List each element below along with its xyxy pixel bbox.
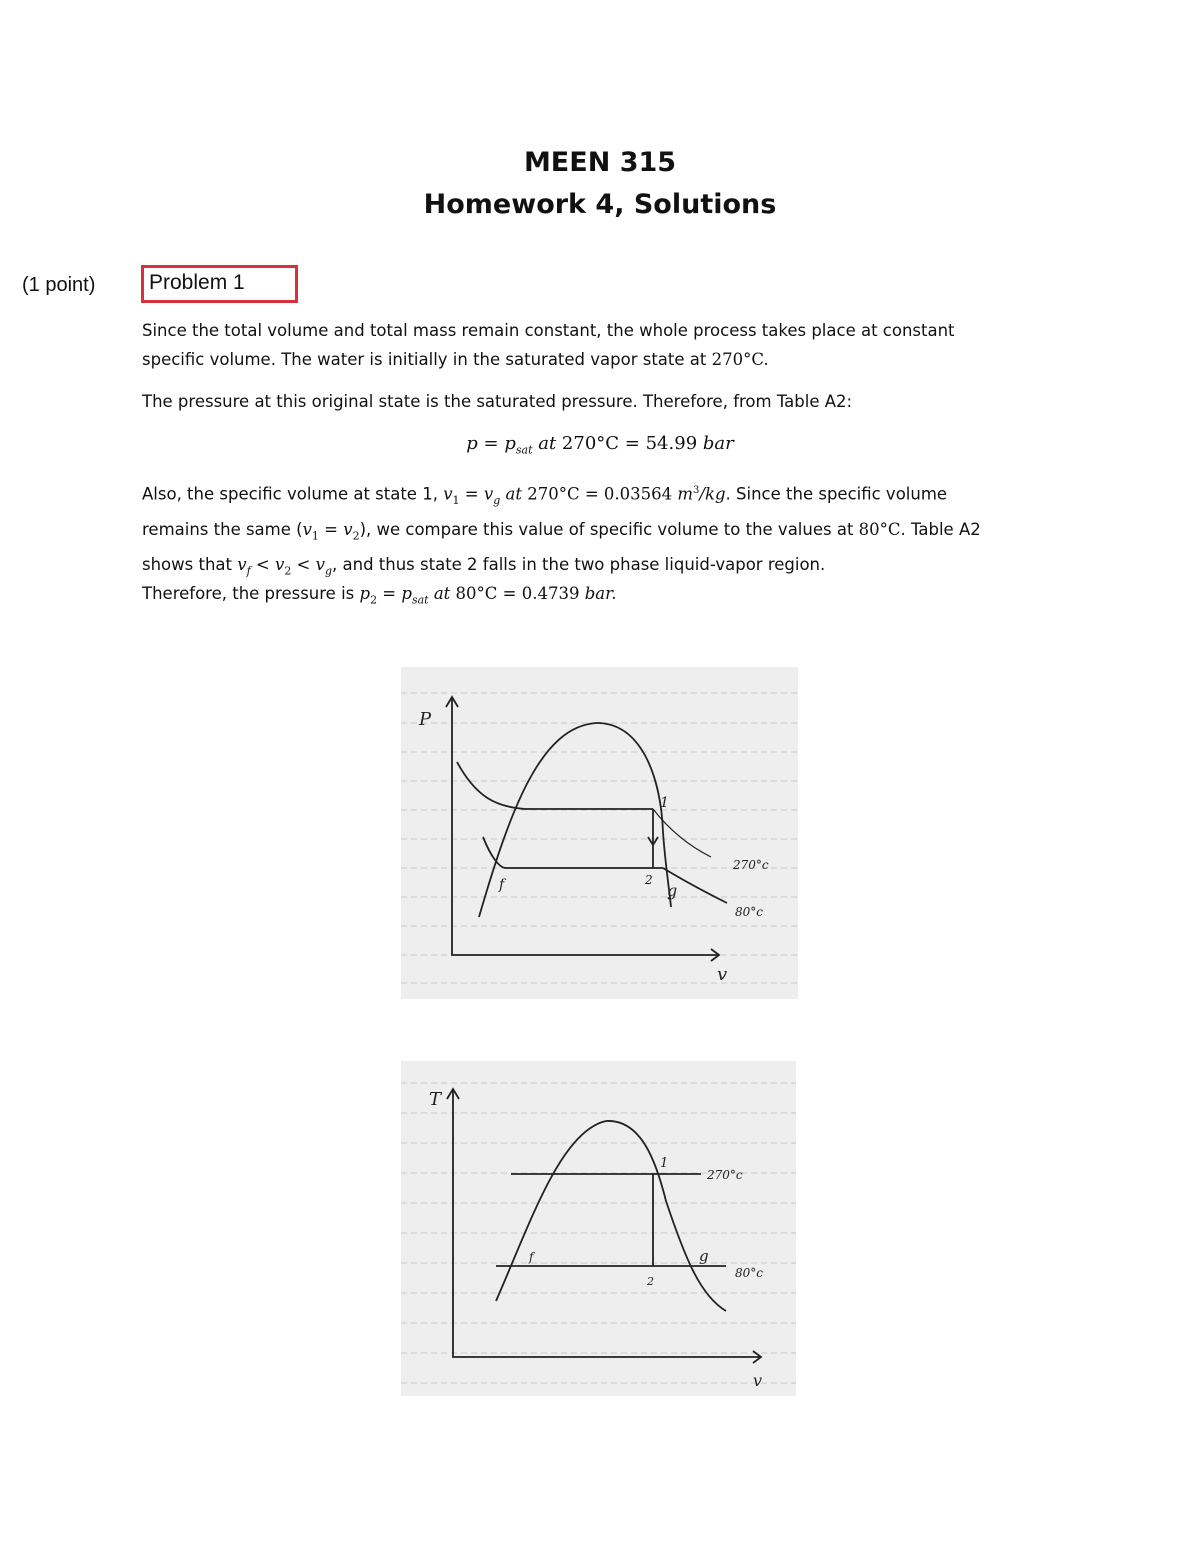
tv-axis-x-label: v — [753, 1371, 763, 1390]
eq-temp: 270°C — [561, 433, 620, 454]
pv-diagram-svg — [401, 667, 798, 999]
tv-iso-270-label: 270°c — [707, 1168, 743, 1182]
tv-iso-80-label: 80°c — [735, 1266, 763, 1280]
paragraph-1 — [142, 316, 1072, 374]
pv-state-1: 1 — [660, 795, 669, 811]
tv-axes — [453, 1089, 761, 1357]
p3-text-g: , and thus state 2 falls in the two phase liquid-vapor region. — [332, 555, 826, 575]
course-title: MEEN 315 — [523, 147, 677, 178]
eq-unit: bar — [702, 433, 734, 454]
tv-state-2: 2 — [647, 1275, 654, 1288]
p1-temp: 270°C. — [711, 350, 769, 369]
p3-v1-sub: 1 — [452, 493, 460, 507]
p3-text-f: shows that — [142, 555, 238, 575]
pv-axes — [452, 697, 719, 955]
p1-line2: specific volume. The water is initially in the saturated vapor state at — [142, 350, 712, 369]
pv-axis-y-label: P — [419, 709, 432, 730]
eq-value: 54.99 — [645, 433, 698, 454]
p3-temp2: 80°C — [858, 519, 901, 539]
tv-label-f: f — [529, 1250, 534, 1264]
problem-label-box: Problem 1 — [141, 265, 298, 303]
p4-text-a: Therefore, the pressure is — [142, 584, 360, 603]
tv-state-1: 1 — [660, 1156, 669, 1171]
points-label: (1 point) — [22, 274, 96, 296]
p3-text-d: ), we compare this value of specific volume to the values at — [359, 519, 859, 539]
pressure-equation: $p = p_{sat}$ at 270°C = 54.99 bar — [466, 433, 734, 457]
p4-unit: bar. — [584, 584, 617, 603]
tv-axis-y-label: T — [429, 1089, 442, 1110]
tv-saturation-dome — [496, 1121, 726, 1311]
pv-diagram — [401, 667, 798, 999]
page-title: Homework 4, Solutions — [423, 189, 777, 220]
eq-sat-sub: sat — [515, 443, 533, 457]
p3-text-e: . Table A2 — [900, 519, 981, 539]
p3-text-a: Also, the specific volume at state 1, — [142, 484, 444, 504]
paragraph-2: The pressure at this original state is the saturated pressure. Therefore, from Table A2: — [142, 392, 853, 411]
p4-temp: 80°C — [455, 584, 498, 603]
pv-label-f: f — [499, 877, 505, 893]
p3-text-c: remains the same ( — [142, 519, 303, 539]
pv-iso-80-label: 80°c — [735, 905, 763, 919]
eq-p: p — [466, 433, 478, 454]
tv-diagram — [401, 1061, 796, 1396]
tv-label-g: g — [699, 1247, 709, 1265]
p3-vg: v — [483, 484, 494, 504]
p4-at: at — [433, 584, 451, 603]
pv-isotherm-80-left — [483, 837, 663, 868]
pv-axis-x-label: v — [717, 964, 728, 985]
pv-iso-270-label: 270°c — [733, 858, 769, 872]
p3-unit-kg: /kg — [699, 484, 726, 504]
pv-label-g: g — [667, 881, 678, 900]
tv-ruled-lines — [401, 1083, 796, 1383]
p3-unit-m: m — [677, 484, 694, 504]
paragraph-3: Also, the specific volume at state 1, $v_1 = v_g$ at 270°C = 0.03564 $m^3/kg$. Since the specific volume remains the same $(v_1 = v_2)$, we compare this value of specific volume to the values at 80°C. Table A2 shows that $v_f < v_2 < v_g$, and thus state 2 falls in the two phase liquid-vapor region. — [142, 484, 981, 578]
p3-temp: 270°C — [527, 484, 580, 504]
p3-vg-sub: g — [493, 493, 501, 507]
eq-psat: p — [504, 433, 516, 454]
p3-value: 0.03564 — [603, 484, 673, 504]
tv-diagram-svg — [401, 1061, 796, 1396]
pv-isotherm-270-left — [457, 762, 653, 809]
eq-at: at — [538, 433, 557, 454]
p1-line1: Since the total volume and total mass remain constant, the whole process takes place at constant — [142, 321, 955, 340]
p3-unit-exp: 3 — [693, 485, 700, 496]
paragraph-4: Therefore, the pressure is $p_2 = p_{sat}$ at 80°C = 0.4739 bar. — [142, 584, 617, 607]
pv-state-2: 2 — [645, 873, 653, 887]
p3-text-b: . Since the specific volume — [725, 484, 948, 504]
p4-value: 0.4739 — [521, 584, 580, 603]
p3-at: at — [505, 484, 522, 504]
p3-v1: v — [443, 484, 453, 504]
ruled-lines — [401, 693, 798, 983]
